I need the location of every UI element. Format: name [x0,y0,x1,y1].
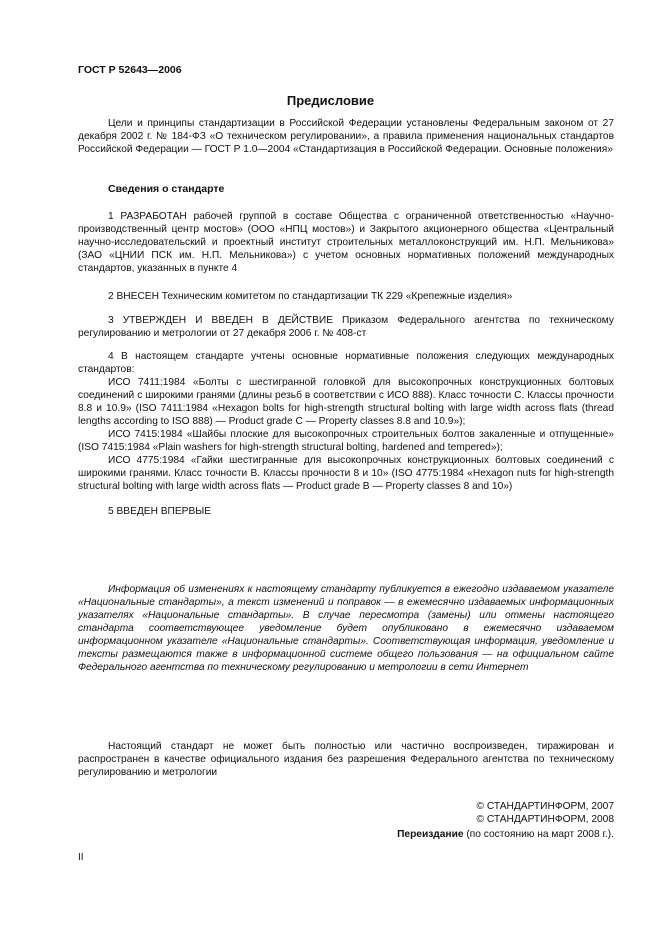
reproduction-notice-block [78,740,614,779]
reproduction-notice-text: Настоящий стандарт не может быть полностью или частично воспроизведен, тиражирован и распространен в качестве официального издания без разрешения Федерального агентства по техническому регулированию и метрологии [78,741,614,778]
intro-paragraph: Цели и принципы стандартизации в Российской Федерации установлены Федеральным законом от 27 декабря 2002 г. № 184-ФЗ «О техническом регулировании», а правила применения национальных стандартов Российской Федерации — ГОСТ Р 1.0—2004 «Стандартизация в Российской Федерации. Основные положения» [78,118,614,155]
item-3-text: 3 УТВЕРЖДЕН И ВВЕДЕН В ДЕЙСТВИЕ Приказом Федерального агентства по техническому регулированию и метрологии от 27 декабря 2006 г. № 408-ст [78,315,614,339]
intro-paragraph-block [78,117,614,156]
page-title: Предисловие [286,93,375,108]
info-notice-block [78,583,614,674]
iso-7415-reference: ИСО 7415:1984 «Шайбы плоские для высокопрочных строительных болтов закаленные и отпущенные» (ISO 7415:1984 «Plain washers for high-strength structural bolting, hardened and tempered»); [78,429,614,453]
iso-7411-reference: ИСО 7411:1984 «Болты с шестигранной головкой для высокопрочных конструкционных болтовых соединений с широкими гранями (длины резьб в соответствии с ИСО 888). Класс точности С. Классы прочности 8.8 и 10.9» (ISO 7411:1984 «Hexagon bolts for high-strength structural bolting with large width across flats (thread lengths according to ISO 888) — Product grade C — Property classes 8.8 and 10.9»); [78,377,614,427]
copyright-2007: © СТАНДАРТИНФОРМ, 2007 [476,801,614,812]
item-4-block [78,350,614,493]
about-standard-heading: Сведения о стандарте [108,183,225,195]
item-4-intro: 4 В настоящем стандарте учтены основные нормативные положения следующих международных стандартов: [78,351,614,375]
info-notice-text: Информация об изменениях к настоящему стандарту публикуется в ежегодно издаваемом указателе «Национальные стандарты», а текст изменений и поправок — в ежемесячно издаваемых информационных указателях «Национальные стандарты». В случае пересмотра (замены) или отмены настоящего стандарта соответствующее уведомление будет опубликовано в ежемесячно издаваемом информационном указателе «Национальные стандарты». Соответствующая информация, уведомление и тексты размещаются также в информационной системе общего пользования — на официальном сайте Федерального агентства по техническому регулированию и метрологии в сети Интернет [78,584,614,673]
item-1-block [78,210,614,275]
item-2-text: 2 ВНЕСЕН Техническим комитетом по стандартизации ТК 229 «Крепежные изделия» [108,291,513,302]
iso-4775-reference: ИСО 4775:1984 «Гайки шестигранные для высокопрочных конструкционных болтовых соединений с широкими гранями. Класс точности В. Классы прочности 8 и 10» (ISO 4775:1984 «Hexagon nuts for high-strength structural bolting with large width across flats — Product grade B — Property classes 8 and 10») [78,455,614,492]
item-5-block [78,505,614,518]
item-1-text: 1 РАЗРАБОТАН рабочей группой в составе Общества с ограниченной ответственностью «Научно-производственный центр мостов» (ООО «НПЦ мостов») и Закрытого акционерного общества «Центральный научно-исследовательский и проектный институт строительных металлоконструкций им. Н.П. Мельникова» (ЗАО «ЦНИИ ПСК им. Н.П. Мельникова») с учетом основных нормативных положений международных стандартов, указанных в пункте 4 [78,211,614,274]
item-2-block [78,290,614,303]
document-header-number: ГОСТ Р 52643—2006 [78,64,182,76]
item-3-block [78,314,614,340]
item-5-text: 5 ВВЕДЕН ВПЕРВЫЕ [108,506,212,517]
page-number: II [78,852,84,863]
reissue-line [397,829,614,840]
copyright-2008: © СТАНДАРТИНФОРМ, 2008 [476,814,614,825]
reissue-label: Переиздание [397,829,464,840]
reissue-text: (по состоянию на март 2008 г.). [466,829,614,840]
